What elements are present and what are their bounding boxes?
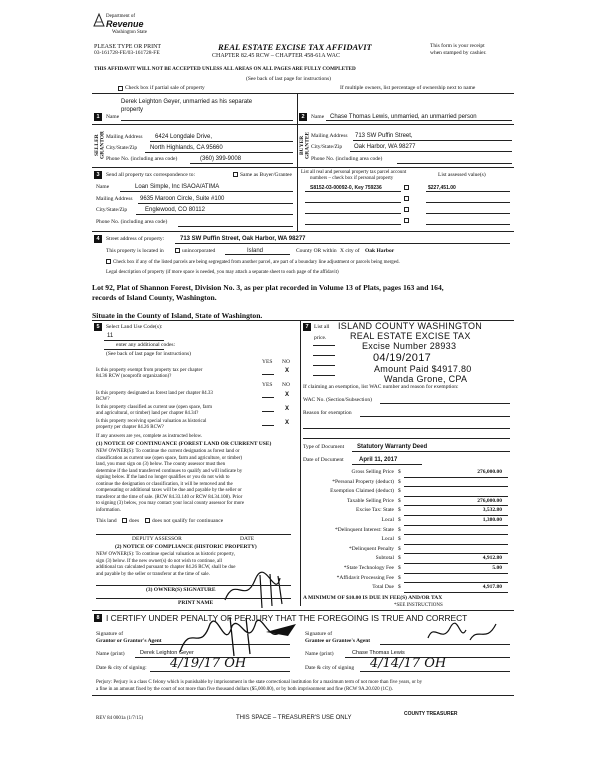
section-3-phone-label: Phone No. (including area code) [96,219,168,225]
section-1-phone-label: Phone No. (including area code) [106,156,178,162]
parcel-number-value[interactable]: S8152-03-00092-0, Key 759236 [310,185,382,191]
q-forest-line-2: RCW? [96,397,110,402]
same-as-buyer-label: Same as Buyer/Grantee [240,172,292,178]
notice-1-line: NEW OWNER(S): To continue the current designation as forest land or [96,449,240,454]
stamp-excise-number: Excise Number 28933 [362,341,457,351]
does-not-label: does not qualify for continuance [152,518,224,524]
section-3-name-label: Name [96,184,110,190]
parcel-header-2: numbers – check box if personal property [310,176,394,181]
buyer-grantee-label: BUYER GRANTEE [299,131,311,159]
underline [313,355,335,356]
list-all-label: List all [314,324,330,330]
section-4-number: 4 [94,235,102,243]
dor-logo [92,12,152,40]
tax-row-currency: $ [398,584,401,591]
underline [404,486,508,487]
buyer-mailing-value[interactable]: 713 SW Puffin Street, [355,133,413,139]
notice-1-line: signing below. If the land no longer qualifies or you do not wish to [96,475,230,480]
tax-row-label: Local [381,536,394,543]
send-correspondence-label: Send all property tax correspondence to: [106,172,196,178]
section-3-number: 3 [94,171,102,179]
does-label: does [129,518,140,524]
underline [303,438,510,439]
section-2-mailing-label: Mailing Address [311,133,348,139]
underline [404,525,508,526]
q-forest-line-1: Is this property designated as forest land per chapter 84.33 [96,391,213,396]
underline [350,151,512,152]
underline [303,428,510,429]
grantee-sig-label-2: Grantee or Grantee's Agent [305,638,371,644]
does-not-qualify-checkbox[interactable] [145,518,150,523]
grantee-sig-label-1: Signature of [305,631,333,637]
receipt-note-1: This form is your receipt [430,43,485,49]
buyer-name-value[interactable]: Chase Thomas Lewis, unmarried, an unmarried person [330,114,477,120]
underline [352,451,510,452]
divider [297,93,298,167]
tax-row-label: Local [381,517,394,523]
grantor-date-label: Date & city of signing: [96,665,147,671]
county-value[interactable]: Island [247,248,264,254]
correspondence-mailing-value[interactable]: 9635 Maroon Circle, Suite #100 [140,196,225,202]
underline [104,349,164,350]
underline [426,191,510,192]
underline [145,152,293,153]
assessed-header: List assessed value(s) [438,172,486,178]
q-exempt-line-2: 84.36 RCW (nonprofit organization)? [96,374,172,379]
logo-line-3: Washington State [112,30,148,35]
tax-row-label: *Affidavit Processing Fee [336,574,394,581]
street-address-label: Street address of property: [106,236,165,242]
county-or-label: County OR within [296,248,337,254]
tax-row-currency: $ [398,536,401,543]
personal-property-checkbox[interactable] [404,218,409,223]
tax-row-currency: $ [398,469,401,475]
tax-row-value[interactable]: 4,917.80 [482,584,502,591]
grantee-date-label: Date & city of signing [305,665,355,671]
underline [150,141,293,142]
forest-answer-no[interactable]: X [285,392,290,398]
if-yes-label: If any answers are yes, complete as instructed below. [96,434,203,439]
notice-1-line: determine if the land transferred continues to qualify and will indicate by [96,468,243,474]
please-type: PLEASE TYPE OR PRINT [94,44,162,50]
underline [305,202,401,203]
tax-row-value[interactable]: 5.00 [492,565,502,571]
divider [92,610,514,611]
seller-grantor-label: SELLER GRANTOR [94,131,106,160]
underline [353,140,512,141]
print-name-label: PRINT NAME [178,600,214,606]
underline [404,477,508,478]
exemption-claim-label: If claiming an exemption, list WAC number and reason for exemption: [303,384,459,390]
minimum-fee-note: A MINIMUM OF $10.00 IS DUE IN FEE(S) AND/OR TAX [303,595,443,601]
tax-row-label: *Delinquent Penalty [348,545,394,552]
parcel-header-1: List all real and personal property tax parcel account [301,170,407,175]
seller-phone-value[interactable]: (360) 399-9008 [200,156,242,162]
section-1-number: 1 [94,113,102,121]
personal-property-checkbox[interactable] [404,185,409,190]
underline [262,374,274,375]
grantor-sig-label-1: Signature of [96,631,124,637]
seller-name-line-1: Derek Leighton Geyer, unmarried as his separate [121,99,253,105]
underline [404,496,508,497]
stamp-by: Wanda Grone, CPA [384,374,468,384]
divider [92,124,514,125]
tax-row-currency: $ [398,555,401,562]
section-1-mailing-label: Mailing Address [106,134,143,140]
does-qualify-checkbox[interactable] [122,518,127,523]
form-chapters: CHAPTER 82.45 RCW – CHAPTER 458-61A WAC [212,53,340,59]
exempt-answer-no[interactable]: X [285,368,290,374]
underline [326,120,512,121]
form-codes: 03-161728-FE/03-161728-FE [94,50,160,56]
section-3-city-label: City/State/Zip [96,207,128,213]
no-header: NO [282,359,290,365]
underline [96,534,291,535]
tax-row-currency: $ [398,517,401,523]
buyer-city-value[interactable]: Oak Harbor, WA 98277 [354,144,416,150]
section-2-phone-label: Phone No. (including area code) [311,156,383,162]
tax-row-value[interactable]: 276,000.00 [477,497,502,504]
stamp-tax: REAL ESTATE EXCISE TAX [350,331,471,341]
county-treasurer-label: COUNTY TREASURER [404,711,458,717]
underline [96,598,291,599]
underline [404,515,508,516]
city-of-label: X city of [340,248,360,254]
doc-date-label: Date of Document [303,457,344,463]
assessed-value[interactable]: $227,451.00 [428,185,456,191]
tax-row-value[interactable]: 4,912.80 [482,555,502,562]
date-label: DATE [240,536,255,542]
underline [404,534,508,535]
underline [262,411,274,412]
segregated-label: Check box if any of the listed parcels are being segregated from another parcel, are part of a boundary line adjustment or parcels being merged. [113,260,400,265]
grantee-name-value[interactable]: Chase Thomas Lewis [352,650,405,656]
underline [313,365,335,366]
underline [352,464,422,465]
notice-2-title: (2) NOTICE OF COMPLIANCE (HISTORIC PROPERTY) [115,544,257,550]
multiple-owners-note: If multiple owners, list percentage of ownership next to name [340,85,476,91]
tax-row-value[interactable]: 276,000.00 [477,469,502,475]
section-1-name-label: Name [106,114,120,120]
notice-1-line: transferor at the time of sale. (RCW 84.33.140 or RCW 84.34.108). Prior [96,494,243,500]
see-back-instructions: (See back of last page for instructions) [106,351,191,357]
form-title: REAL ESTATE EXCISE TAX AFFIDAVIT [218,42,372,52]
treasurer-space-label: THIS SPACE – TREASURER'S USE ONLY [236,715,352,721]
underline [426,224,510,225]
legal-description-line-2: records of Island County, Washington. [92,293,217,302]
underline [178,226,293,227]
section-1-city-label: City/State/Zip [106,145,138,151]
tax-row-label: Subtotal [375,555,394,562]
stamp-county: ISLAND COUNTY WASHINGTON [338,321,483,331]
tax-row-label: *Delinquent Interest: State [335,526,394,533]
tax-row-currency: $ [398,478,401,485]
grantee-signature-scribble [420,618,500,648]
receipt-note-2: when stamped by cashier. [430,50,487,56]
yes-header: YES [262,382,273,388]
owner-signature-scribble [220,570,300,610]
doc-type-value[interactable]: Statutory Warranty Deed [357,444,428,450]
logo-line-1: Department of [106,14,136,19]
certify-statement: I CERTIFY UNDER PENALTY OF PERJURY THAT THE FOREGOING IS TRUE AND CORRECT [106,613,468,623]
underline [96,585,291,586]
legal-description-label: Legal description of property (if more space is needed, you may attach a separate sheet to each page of the affidavit) [106,270,339,275]
section-7-number: 7 [303,323,311,331]
seller-city-value[interactable]: North Highlands, CA 95660 [150,145,223,151]
unincorporated-label: unincorporated [182,248,216,254]
divider [92,695,514,696]
tax-row-label: *Personal Property (deduct) [332,478,394,485]
segregated-checkbox[interactable] [106,259,111,264]
underline [305,224,401,225]
street-address-value[interactable]: 713 SW Puffin Street, Oak Harbor, WA 98277 [180,236,306,242]
price-label: price. [314,335,327,341]
perjury-line-1: Perjury: Perjury is a class C felony which is punishable by imprisonment in the state correctional institution for a maximum term of not more than five years, or by [96,680,423,685]
tax-row-currency: $ [398,488,401,495]
personal-property-checkbox[interactable] [404,207,409,212]
tax-row-currency: $ [398,497,401,504]
section-5-number: 5 [94,323,102,331]
notice-1-line: land, you must sign on (3) below. The county assessor must then [96,462,226,467]
divider [92,93,514,94]
no-header: NO [282,382,290,388]
underline [190,163,293,164]
underline [305,191,401,192]
see-back-text: (See back of last page for instructions) [246,76,331,82]
underline [380,403,510,404]
revision-code: REV 84 0001a (1/7/15) [96,716,143,721]
notice-1-line: to signing (3) below, you may contact your local county assessor for more [96,501,245,506]
section-2-number: 2 [299,113,307,121]
underline [313,345,335,346]
underline [262,397,274,398]
underline [404,563,508,564]
logo-line-2: Revenue [106,19,144,29]
grantor-name-label: Name (print) [96,651,125,657]
underline [426,213,510,214]
underline [404,553,508,554]
underline [305,213,401,214]
see-instructions-note: *SEE INSTRUCTIONS [394,603,443,608]
underline [397,163,512,164]
section-2-name-label: Name [311,114,325,120]
stamp-amount: Amount Paid $4917.80 [374,364,472,374]
underline [262,425,274,426]
correspondence-name-value[interactable]: Loan Simple, Inc ISAOA/ATIMA [135,184,220,190]
tax-row-currency: $ [398,574,401,581]
divider [92,231,514,232]
q-special-line-2: property per chapter 84.26 RCW? [96,425,164,430]
q-special-line-1: Is this property receiving special valuation as historical [96,419,207,424]
tax-row-currency: $ [398,565,401,571]
tax-row-label: Excise Tax: State [355,507,394,514]
underline [175,243,510,244]
underline [360,416,510,417]
underline [404,544,508,545]
unincorporated-checkbox[interactable] [175,248,180,253]
notice-2-line: sign (3) below. If the new owner(s) do not wish to continue, all [96,558,223,564]
stamp-date: 04/19/2017 [373,352,432,364]
current-use-answer-no[interactable]: X [285,406,290,412]
legal-description-line-3: Situate in the County of Island, State of Washington. [92,311,263,320]
underline [121,120,293,121]
excise-tax-stamp [338,320,508,384]
tax-row-label: Total Due [372,584,394,591]
tax-row-value[interactable]: 1,380.00 [482,517,502,523]
notice-1-line: continue the designation or classification, it will be removed and the [96,481,233,487]
located-in-label: This property is located in [106,248,164,254]
tax-row-currency: $ [398,526,401,533]
deputy-assessor-label: DEPUTY ASSESSOR [132,536,182,542]
correspondence-city-value[interactable]: Englewood, CO 80112 [145,207,205,213]
legal-description-line-1: Lot 92, Plat of Shannon Forest, Division No. 3, as per plat recorded in Volume 13 of Plats, pages 163 and 164, [92,283,444,292]
grantor-name-value[interactable]: Derek Leighton Geyer [140,650,194,656]
underline [138,203,293,204]
notice-1-line: information. [96,507,121,513]
divider [92,167,514,168]
q-exempt-line-1: Is this property exempt from property tax per chapter [96,368,203,373]
underline [404,592,508,593]
q-current-line-1: Is this property classified as current use (open space, farm [96,405,213,410]
partial-sale-checkbox[interactable] [118,86,123,91]
underline [120,191,293,192]
notice-2-line: additional tax calculated pursuant to chapter 84.26 RCW, shall be due [96,565,236,570]
partial-sale-label: Check box if partial sale of property [125,85,205,91]
wac-label: WAC No. (Section/Subsection) [303,397,372,403]
personal-property-checkbox[interactable] [404,196,409,201]
same-as-buyer-checkbox[interactable] [233,172,238,177]
perjury-line-2: a fine in an amount fixed by the court of not more than five thousand dollars ($5,000.00), or by both imprisonment and fine (RCW 9A.20.020 (1C)). [96,687,393,692]
underline [150,671,290,672]
warning-text: THIS AFFIDAVIT WILL NOT BE ACCEPTED UNLESS ALL AREAS ON ALL PAGES ARE FULLY COMPLETED [94,66,356,72]
notice-1-title: (1) NOTICE OF CONTINUANCE (FOREST LAND OR CURRENT USE) [96,441,272,447]
city-name-value[interactable]: Oak Harbor [365,248,395,254]
underline [404,573,508,574]
doc-type-label: Type of Document [303,444,345,450]
owner-signature-label: (3) OWNER(S) SIGNATURE [146,587,216,593]
divider [300,320,301,606]
section-3-mailing-label: Mailing Address [96,196,133,202]
grantee-date-value[interactable]: 4/14/17 OH [370,656,447,671]
grantor-date-value[interactable]: 4/19/17 OH [170,656,247,671]
tax-row-value[interactable]: 3,532.80 [482,507,502,514]
grantor-sig-label-2: Grantor or Grantor's Agent [96,638,162,644]
tax-row-label: Taxable Selling Price [347,497,394,504]
dor-logo-icon [92,12,106,28]
underline [426,202,510,203]
notice-2-line: and payable by the seller or transferor at the time of sale. [96,571,210,577]
land-use-label: Select Land Use Code(s): [106,324,163,330]
additional-codes-label: enter any additional codes: [116,342,176,348]
q-current-line-2: and agricultural, or timber) land per chapter 84.34? [96,411,199,416]
land-use-value[interactable]: 11 [107,333,114,339]
tax-row-label: Gross Selling Price [351,469,394,475]
special-valuation-answer-no[interactable]: X [285,420,290,426]
reason-label: Reason for exemption [303,410,352,416]
notice-1-line: compensating or additional taxes will be due and payable by the seller or [96,488,242,493]
underline [225,254,290,255]
grantee-name-label: Name (print) [305,651,334,657]
seller-name-line-2: property [121,107,144,113]
underline [136,214,293,215]
tax-row-currency: $ [398,545,401,552]
tax-row-label: Exemption Claimed (deduct) [330,488,394,495]
underline [360,671,510,672]
underline [404,582,508,583]
tax-row-label: *State Technology Fee [343,565,394,571]
notice-2-line: NEW OWNER(S): To continue special valuation as historic property, [96,552,235,557]
section-2-city-label: City/State/Zip [311,144,343,150]
tax-row-currency: $ [398,507,401,514]
notice-1-line: classification as current use (open space, farm and agriculture, or timber) [96,455,243,461]
section-8-number: 8 [94,614,102,622]
doc-date-value[interactable]: April 11, 2017 [359,457,398,463]
underline [313,375,335,376]
this-land-label: This land [96,518,117,524]
underline [404,505,508,506]
yes-header: YES [262,359,273,365]
underline [104,340,164,341]
seller-mailing-value[interactable]: 6424 Longdale Drive, [155,134,213,140]
divider [297,167,298,231]
